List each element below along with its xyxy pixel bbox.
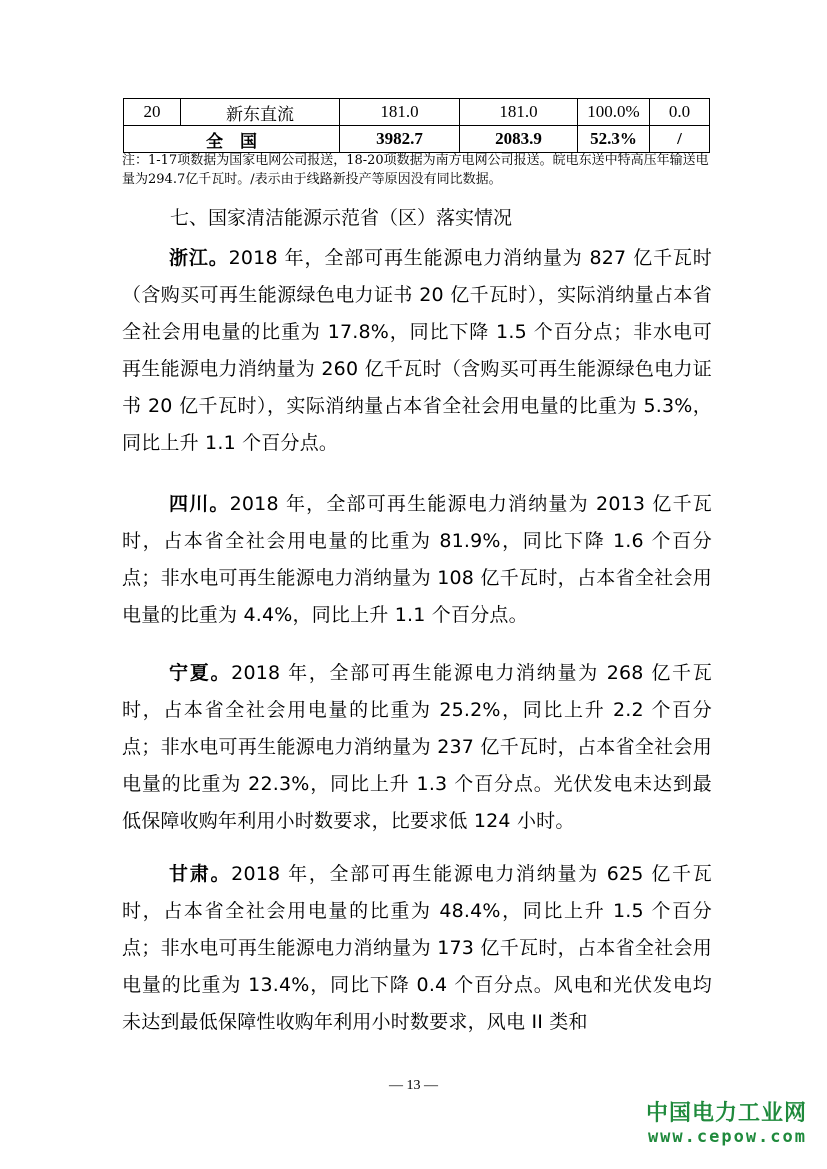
total-value-1: 3982.7: [340, 126, 460, 153]
section-title: 七、国家清洁能源示范省（区）落实情况: [170, 207, 513, 229]
paragraph-text: 2018 年，全部可再生能源电力消纳量为 827 亿千瓦时（含购买可再生能源绿色电力证书 20 亿千瓦时），实际消纳量占本省全社会用电量的比重为 17.8%，同比下降 1.5 个百分点；非水电可再生能源电力消纳量为 260 亿千瓦时（含购买可再生能源绿色电力证书 20 亿千瓦时），实际消纳量占本省全社会用电量的比重为 5.3%，同比上升 1.1 个百分点。: [122, 247, 712, 454]
paragraph-lead: 甘肃。: [169, 863, 232, 885]
paragraph-gansu: [122, 856, 712, 1041]
total-percent: 52.3%: [578, 126, 650, 153]
paragraph-text: 2018 年，全部可再生能源电力消纳量为 2013 亿千瓦时，占本省全社会用电量的比重为 81.9%，同比下降 1.6 个百分点；非水电可再生能源电力消纳量为 108 亿千瓦时，占本省全社会用电量的比重为 4.4%，同比上升 1.1 个百分点。: [122, 493, 712, 626]
paragraph-ningxia: [122, 655, 712, 840]
watermark-logo-text: 中国电力工业网: [645, 1101, 807, 1126]
cell-change: 0.0: [650, 99, 710, 126]
cell-percent: 100.0%: [578, 99, 650, 126]
row-number: 20: [124, 99, 181, 126]
table-total-row: [124, 126, 710, 153]
total-value-2: 2083.9: [460, 126, 578, 153]
table-row: [124, 99, 710, 126]
cell-value-2: 181.0: [460, 99, 578, 126]
line-name: 新东直流: [181, 99, 340, 126]
watermark-url: www.cepow.com: [647, 1127, 807, 1147]
cell-value-1: 181.0: [340, 99, 460, 126]
total-label: 全 国: [124, 126, 340, 153]
paragraph-sichuan: [122, 486, 712, 634]
total-change: /: [650, 126, 710, 153]
transmission-table: [123, 98, 710, 153]
paragraph-text: 2018 年，全部可再生能源电力消纳量为 268 亿千瓦时，占本省全社会用电量的比重为 25.2%，同比上升 2.2 个百分点；非水电可再生能源电力消纳量为 237 亿千瓦时，占本省全社会用电量的比重为 22.3%，同比上升 1.3 个百分点。光伏发电未达到最低保障收购年利用小时数要求，比要求低 124 小时。: [122, 662, 712, 832]
paragraph-text: 2018 年，全部可再生能源电力消纳量为 625 亿千瓦时，占本省全社会用电量的比重为 48.4%，同比上升 1.5 个百分点；非水电可再生能源电力消纳量为 173 亿千瓦时，占本省全社会用电量的比重为 13.4%，同比下降 0.4 个百分点。风电和光伏发电均未达到最低保障性收购年利用小时数要求，风电 II 类和: [122, 863, 712, 1033]
table-note: 注：1-17项数据为国家电网公司报送，18-20项数据为南方电网公司报送。皖电东送中特高压年输送电量为294.7亿千瓦时。/表示由于线路新投产等原因没有同比数据。: [122, 153, 709, 187]
paragraph-zhejiang: [122, 240, 712, 462]
paragraph-lead: 四川。: [169, 493, 230, 515]
paragraph-lead: 浙江。: [169, 247, 229, 269]
paragraph-lead: 宁夏。: [169, 662, 232, 684]
page-number: — 13 —: [389, 1078, 438, 1093]
